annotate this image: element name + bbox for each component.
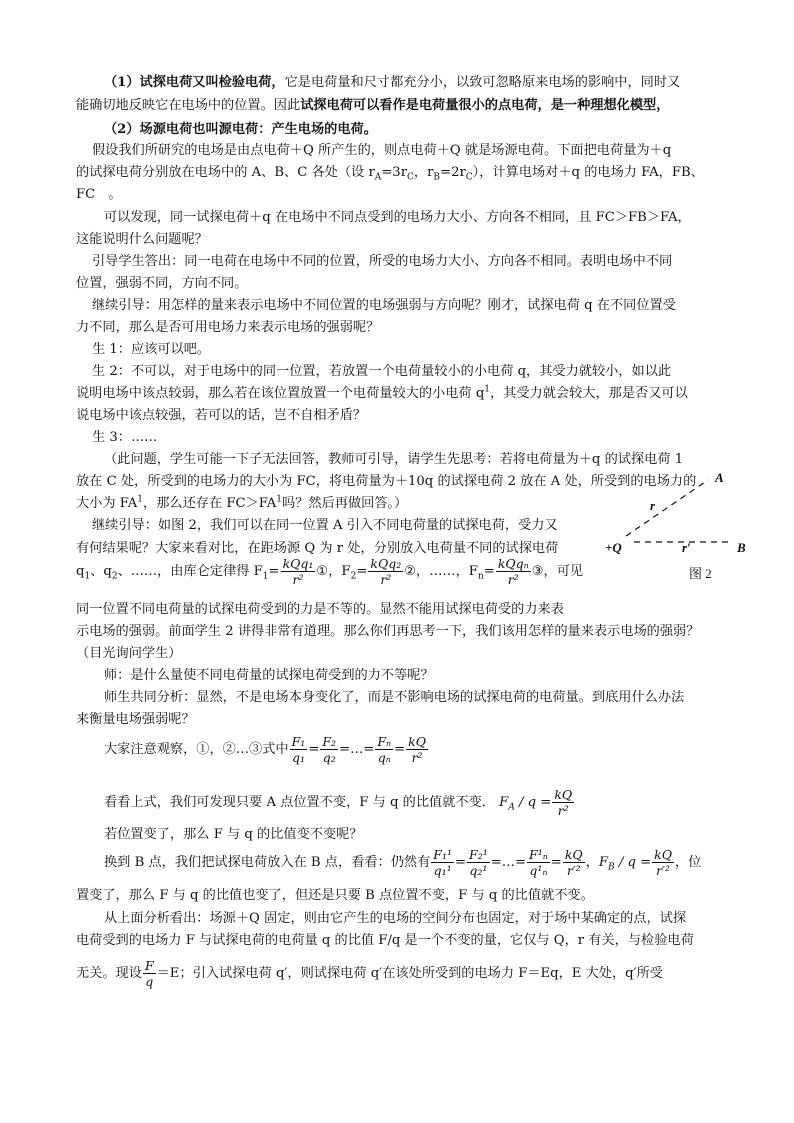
text-line: 说明电场中该点较弱，那么若在该位置放置一个电荷量较大的小电荷 $q^1$，其受力就会较大，那是否又可以: [76, 384, 688, 401]
point-a-ratio-line: 看看上式，我们可发现只要 A 点位置不变，F 与 q 的比值就不变． $F_A$ / q = $\frac{kQ}{\text{r²}}$: [104, 787, 573, 818]
text-line: （目光询问学生）: [76, 646, 182, 661]
fraction: $\frac{\text{F₂¹}}{\text{q₂¹}}$: [469, 847, 488, 878]
coulomb-law-line: $q_1$、$q_2$、……，由库仑定律得 $F_1=$ $\frac{\text{kQq₁}}{\text{r²}}$ ①，$F_2=$ $\frac{\text{kQq₂}}{\text{r²}}$ ②，……，$F_n=$ $\frac{\text{kQqₙ}}{\text{r²}}$ ③，可见: [76, 556, 584, 587]
figure-caption: 图 2: [689, 566, 712, 581]
fraction: $\frac{\text{F₁¹}}{\text{q₁¹}}$: [433, 847, 452, 878]
text-line: 说电场中该点较强，若可以的话，岂不自相矛盾？: [76, 408, 367, 423]
line-q-to-a: [626, 480, 708, 536]
text-line: 电荷受到的电场力 F 与试探电荷的电荷量 q 的比值 F/q 是一个不变的量，它仅与 Q，r 有关，与检验电荷: [76, 933, 694, 948]
point-a-label: A: [715, 470, 724, 485]
text-line: 大小为 $FA^1$，那么还存在 $FC>FA^1$吗？然后再做回答。）: [76, 494, 408, 511]
point-b-label: B: [737, 540, 746, 555]
distance-r-label: r: [650, 498, 656, 513]
fraction: $\frac{\text{kQq₁}}{\text{r²}}$: [282, 556, 314, 587]
text-line: 假设我们所研究的电场是由点电荷＋Q 所产生的，则点电荷＋Q 就是场源电荷。下面把电荷量为＋q: [92, 143, 672, 158]
text-line: FC 。: [76, 187, 122, 202]
text-line: 有何结果呢？大家来看对比，在距场源 Q 为 r 处，分别放入电荷量不同的试探电荷: [76, 541, 559, 556]
text-line: 生 1：应该可以吧。: [92, 342, 211, 357]
text-line: 若位置变了，那么 F 与 q 的比值变不变呢？: [104, 827, 363, 842]
source-charge-label: +Q: [605, 540, 622, 555]
text-line: 放在 C 处，所受到的电场力的大小为 FC，将电荷量为＋10q 的试探电荷 2 放在 A 处，所受到的电场力的: [76, 474, 697, 489]
text-line: 置变了，那么 F 与 q 的比值也变了，但还是只要 B 点位置不变，F 与 q 的比值就不变。: [76, 888, 594, 903]
fraction: $\frac{\text{F₂}}{\text{q₂}}$: [322, 734, 337, 765]
ratio-equation-line: 大家注意观察，①，②…③式中 $\frac{\text{F₁}}{\text{q₁}}$ = $\frac{\text{F₂}}{\text{q₂}}$ =…= $\frac{\text{Fₙ}}{\text{qₙ}}$ = $\frac{kQ}{\text{r²}}$: [104, 734, 426, 765]
fraction: $\frac{kQ}{\text{r′²}}$: [564, 847, 583, 878]
text-line: 生 3：……: [92, 430, 158, 445]
text-line: 继续引导：如图 2，我们可以在同一位置 A 引入不同电荷量的试探电荷，受力又: [92, 518, 558, 533]
fraction: $\frac{kQ}{\text{r′²}}$: [654, 847, 672, 878]
fraction: $\frac{\text{kQqₙ}}{\text{r²}}$: [497, 556, 529, 587]
text-line: （此问题，学生可能一下子无法回答，教师可引导，请学生先思考：若将电荷量为＋q 的试探电荷 1: [104, 452, 684, 467]
text-line: 引导学生答出：同一电荷在电场中不同的位置，所受的电场力大小、方向各不相同。表明电场中不同: [92, 254, 673, 269]
text-line: 能确切地反映它在电场中的位置。因此试探电荷可以看作是电荷量很小的点电荷，是一种理想化模型，: [76, 98, 670, 113]
text-line: 继续引导：用怎样的量来表示电场中不同位置的电场强弱与方向呢？刚才，试探电荷 q 在不同位置受: [92, 298, 676, 313]
fraction: $\frac{\text{Fₙ}}{\text{qₙ}}$: [377, 734, 392, 765]
fraction: $\frac{F}{q}$: [144, 958, 154, 989]
fraction: $\frac{kQ}{\text{r²}}$: [554, 787, 573, 818]
text-line: （2）场源电荷也叫源电荷：产生电场的电荷。: [104, 122, 377, 137]
fraction: $\frac{\text{F¹ₙ}}{\text{q¹ₙ}}$: [529, 847, 548, 878]
text-line: 师：是什么量使不同电荷量的试探电荷受到的力不等呢？: [104, 668, 434, 683]
text-line: 从上面分析看出：场源＋Q 固定，则由它产生的电场的空间分布也固定，对于场中某确定的点，试探: [104, 911, 687, 926]
text-line: 的试探电荷分别放在电场中的 A、B、C 各处（设 $r_A=3r_C$，$r_B=2r_C$），计算电场对＋q 的电场力 FA，FB、: [76, 165, 704, 183]
text-line: 这能说明什么问题呢？: [76, 232, 208, 247]
text-line: 生 2：不可以，对于电场中的同一位置，若放置一个电荷量较小的小电荷 q，其受力就较小，如以此: [92, 364, 672, 379]
text-line: 师生共同分析：显然，不是电场本身变化了，而是不影响电场的试探电荷的电荷量。到底用什么办法: [104, 690, 685, 705]
text-line: 示电场的强弱。前面学生 2 讲得非常有道理。那么你们再思考一下，我们该用怎样的量来表示电场的强弱？: [76, 624, 700, 639]
text-line: 可以发现，同一试探电荷＋q 在电场中不同点受到的电场力大小、方向各不相同，且 FC＞FB＞FA，: [104, 210, 691, 225]
text-line: 位置，强弱不同，方向不同。: [76, 276, 248, 291]
distance-r-prime-label: r′: [682, 540, 691, 555]
field-definition-line: 无关。现设 $\frac{F}{q}$ ＝E；引入试探电荷 q′，则试探电荷 q′在该处所受到的电场力 F＝Eq，E 大处，q′所受: [76, 958, 663, 989]
fraction: $\frac{kQ}{\text{r²}}$: [408, 734, 426, 765]
fraction: $\frac{\text{F₁}}{\text{q₁}}$: [291, 734, 306, 765]
fraction: $\frac{\text{kQq₂}}{\text{r²}}$: [370, 556, 402, 587]
text-line: 来衡量电场强弱呢？: [76, 712, 195, 727]
point-b-ratio-line: 换到 B 点，我们把试探电荷放入在 B 点，看看：仍然有 $\frac{\text{F₁¹}}{\text{q₁¹}}$ = $\frac{\text{F₂¹}}{\text{q₂¹}}$ =…= $\frac{\text{F¹ₙ}}{\text{q¹ₙ}}$ = $\frac{kQ}{\text{r′²}}$ ，$F_B$ / q = $\frac{kQ}{\text{r′²}}$ ，位: [104, 847, 702, 878]
text-line: 同一位置不同电荷量的试探电荷受到的力是不等的。显然不能用试探电荷受的力来表: [76, 602, 564, 617]
text-line: 力不同，那么是否可用电场力来表示电场的强弱呢？: [76, 320, 380, 335]
text-line: （1）试探电荷又叫检验电荷，它是电荷量和尺寸都充分小，以致可忽略原来电场的影响中，同时又: [104, 75, 681, 90]
figure-2-diagram: [600, 470, 770, 550]
